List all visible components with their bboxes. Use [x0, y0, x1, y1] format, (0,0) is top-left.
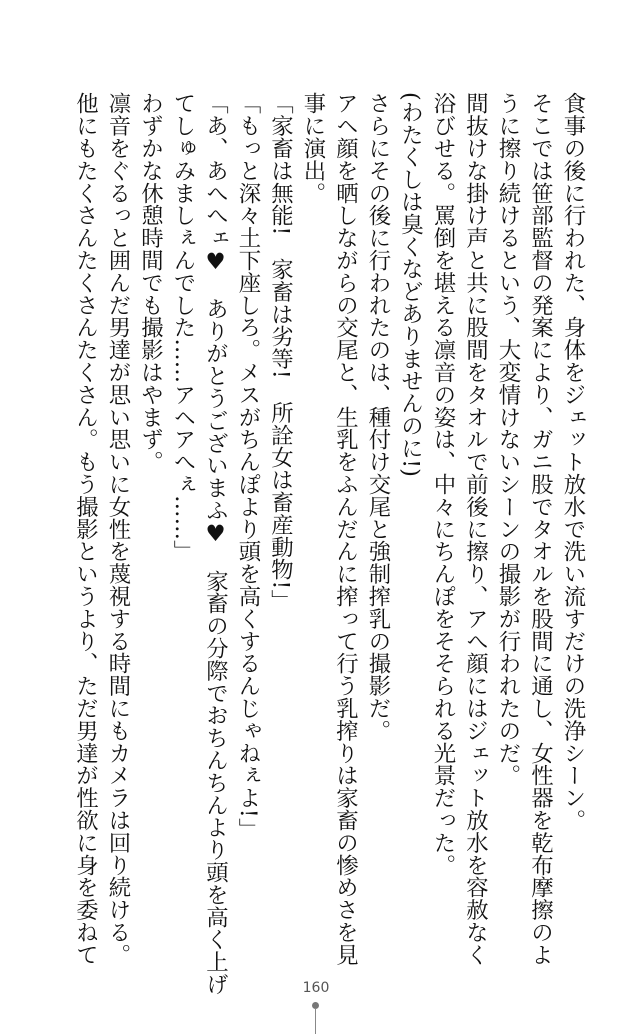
- text-line: うに擦り続けるという、大変情けないシーンの撮影が行われたのだ。: [495, 92, 521, 787]
- text-line: 浴びせる。罵倒を堪える凛音の姿は、中々にちんぽをそそられる光景だった。: [430, 92, 456, 876]
- text-line: 他にもたくさんたくさんたくさん。もう撮影というより、ただ男達が性欲に身を委ねて: [72, 92, 99, 966]
- text-line: 事に演出。: [300, 92, 326, 204]
- text-line: (わたくしは臭くなどありませんのに!): [397, 92, 424, 477]
- page-number: 160: [302, 980, 330, 996]
- text-line: 「もっと深々土下座しろ。メスがちんぽより頭を高くするんじゃねぇよ!」: [235, 92, 261, 841]
- text-line: 食事の後に行われた、身体をジェット放水で洗い流すだけの洗浄シーン。: [560, 92, 586, 832]
- text-line: わずかな休憩時間でも撮影はやまず。: [137, 92, 164, 473]
- text-line: そこでは笹部監督の発案により、ガニ股でタオルを股間に通し、女性器を乾布摩擦のよ: [527, 92, 554, 966]
- text-line: アヘ顔を晒しながらの交尾と、生乳をふんだんに搾って行う乳搾りは家畜の惨めさを見: [332, 92, 359, 966]
- text-line: 「家畜は無能! 家畜は劣等! 所詮女は畜産動物!」: [267, 92, 294, 612]
- text-line: てしゅみましぇんでした……アヘアへぇ……」: [170, 92, 196, 563]
- text-line: さらにその後に行われたのは、種付け交尾と強制搾乳の撮影だ。: [365, 92, 391, 742]
- text-line: 「あ、あへへェ♥ ありがとうございまふ♥ 家畜の分際でおちんちんより頭を高く上げ: [202, 92, 229, 996]
- text-line: 間抜けな掛け声と共に股間をタオルで前後に擦り、アへ顔にはジェット放水を容赦なく: [462, 92, 489, 966]
- text-line: 凛音をぐるっと囲んだ男達が思い思いに女性を蔑視する時間にもカメラは回り続ける。: [105, 92, 131, 966]
- folio-marker-line: [315, 1008, 316, 1034]
